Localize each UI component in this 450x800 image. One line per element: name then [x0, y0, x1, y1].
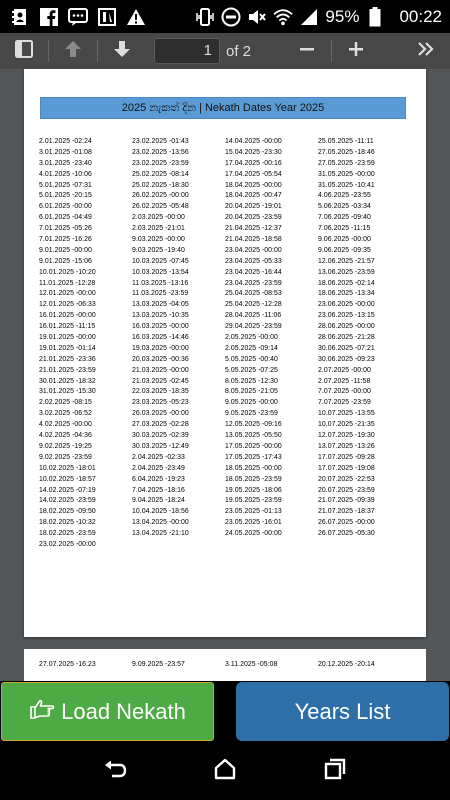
- back-arrow-icon: [103, 759, 127, 784]
- date-entry: 17.05.2025 -17:43: [225, 453, 282, 461]
- load-nekath-label: Load Nekath: [61, 698, 186, 724]
- do-not-disturb-icon: [221, 7, 241, 27]
- date-entry: 2.07.2025 -00:00: [318, 366, 371, 374]
- pdf-viewer[interactable]: [0, 69, 450, 681]
- date-entry: 21.07.2025 -18:37: [318, 508, 375, 516]
- date-entry: 2.04.2025 -02:33: [132, 453, 185, 461]
- date-entry: 2.01.2025 -02:24: [39, 138, 92, 145]
- date-entry: 9.05.2025 -00:00: [225, 399, 278, 407]
- recent-apps-icon: [324, 758, 346, 785]
- date-entry: 23.04.2025 -05:33: [225, 257, 282, 265]
- date-entry: 17.07.2025 -09:28: [318, 453, 375, 461]
- date-entry: 2.03.2025 -21:01: [132, 225, 185, 233]
- date-entry: 12.01.2025 -00:00: [39, 290, 96, 298]
- date-entry: 22.03.2025 -18:35: [132, 388, 189, 396]
- document-title: 2025 නැකත් දින | Nekath Dates Year 2025: [40, 97, 406, 119]
- date-column: [225, 137, 318, 551]
- date-entry: 26.07.2025 -05:30: [318, 530, 375, 538]
- date-entry: 12.01.2025 -06:33: [39, 301, 96, 309]
- app-icon: [97, 7, 117, 27]
- date-entry: 7.07.2025 -00:00: [318, 388, 371, 396]
- toolbar-divider: [331, 40, 332, 62]
- wifi-icon: [273, 7, 293, 27]
- date-entry: 30.03.2025 -12:49: [132, 442, 189, 450]
- page2-first-row: [39, 660, 411, 671]
- date-entry: 12.06.2025 -21:57: [318, 257, 375, 265]
- date-entry: 27.07.2025 -16:23: [39, 661, 96, 668]
- date-entry: 18.04.2025 -00:00: [225, 181, 282, 189]
- date-entry: 21.04.2025 -12:37: [225, 225, 282, 233]
- date-entry: 31.05.2025 -10:41: [318, 181, 375, 189]
- pdf-toolbar: [0, 33, 450, 69]
- date-entry: 9.09.2025 -23:57: [132, 661, 185, 668]
- date-entry: 7.06.2025 -11:15: [318, 225, 371, 233]
- toolbar-divider: [97, 40, 98, 62]
- date-entry: 14.04.2025 -00:00: [225, 138, 282, 145]
- date-entry: 4.02.2025 -04:36: [39, 432, 92, 440]
- date-entry: 5.06.2025 -03:34: [318, 203, 371, 211]
- date-entry: 14.02.2025 -23:59: [39, 497, 96, 505]
- date-entry: 2.04.2025 -23:49: [132, 464, 185, 472]
- date-entry: 21.03.2025 -02:45: [132, 377, 189, 385]
- date-entry: 21.04.2025 -18:58: [225, 236, 282, 244]
- battery-icon: [365, 7, 385, 27]
- date-entry: 4.02.2025 -00:00: [39, 421, 92, 429]
- date-entry: 3.01.2025 -23:40: [39, 159, 92, 167]
- date-entry: 8.05.2025 -12:30: [225, 377, 278, 385]
- home-icon: [214, 758, 236, 785]
- date-entry: 20.03.2025 -00:36: [132, 355, 189, 363]
- date-entry: 21.01.2025 -23:36: [39, 355, 96, 363]
- date-entry: 23.02.2025 -13:56: [132, 148, 189, 156]
- date-entry: 31.05.2025 -00:00: [318, 170, 375, 178]
- page-count: of 2: [226, 42, 252, 60]
- date-entry: 7.01.2025 -05:26: [39, 225, 92, 233]
- date-entry: 20.07.2025 -23:59: [318, 486, 375, 494]
- date-entry: 26.07.2025 -00:00: [318, 519, 375, 527]
- date-entry: 30.06.2025 -09:23: [318, 355, 375, 363]
- arrow-up-icon: [64, 40, 82, 63]
- minus-icon: [299, 41, 315, 62]
- date-entry: 11.03.2025 -13:16: [132, 279, 189, 287]
- date-entry: 4.06.2025 -23:55: [318, 192, 371, 200]
- date-entry: 23.02.2025 -23:59: [132, 159, 189, 167]
- date-entry: 9.01.2025 -15:06: [39, 257, 92, 265]
- status-bar: [0, 0, 450, 33]
- date-entry: 23.05.2025 -16:01: [225, 519, 282, 527]
- date-entry: 10.02.2025 -18:57: [39, 475, 96, 483]
- date-entry: 18.06.2025 -02:14: [318, 279, 375, 287]
- date-entry: 11.03.2025 -23:59: [132, 290, 189, 298]
- date-entry: 31.01.2025 -15:30: [39, 388, 96, 396]
- date-entry: 9.06.2025 -09:35: [318, 246, 371, 254]
- date-entry: 6.01.2025 -04:49: [39, 214, 92, 222]
- years-list-label: Years List: [294, 698, 391, 724]
- date-entry: 18.05.2025 -00:00: [225, 464, 282, 472]
- date-entry: 27.05.2025 -23:59: [318, 159, 375, 167]
- date-entry: 19.01.2025 -01:14: [39, 344, 96, 352]
- date-entry: 23.02.2025 -01:43: [132, 138, 189, 145]
- date-entry: 13.06.2025 -23:59: [318, 268, 375, 276]
- date-entry: 13.03.2025 -04:05: [132, 301, 189, 309]
- date-entry: 23.06.2025 -00:00: [318, 301, 375, 309]
- date-entry: 23.02.2025 -00:00: [39, 540, 96, 548]
- date-entry: 16.03.2025 -00:00: [132, 323, 189, 331]
- date-entry: 10.01.2025 -10:20: [39, 268, 96, 276]
- date-entry: 10.03.2025 -13:54: [132, 268, 189, 276]
- date-column: [39, 137, 132, 551]
- date-entry: 19.05.2025 -23:59: [225, 497, 282, 505]
- double-chevron-right-icon: [417, 41, 435, 62]
- date-entry: 28.06.2025 -00:00: [318, 323, 375, 331]
- date-entry: 15.04.2025 -23:30: [225, 148, 282, 156]
- date-entry: 14.02.2025 -07:19: [39, 486, 96, 494]
- date-entry: 2.05.2025 -00:00: [225, 334, 278, 342]
- date-entry: 18.06.2025 -13:34: [318, 290, 375, 298]
- toolbar-divider: [48, 40, 49, 62]
- signal-icon: [299, 7, 319, 27]
- date-entry: 2.07.2025 -11:58: [318, 377, 371, 385]
- date-entry: 20.07.2025 -22:53: [318, 475, 375, 483]
- date-entry: 18.02.2025 -23:59: [39, 530, 96, 538]
- date-entry: 10.07.2025 -13:55: [318, 410, 375, 418]
- date-entry: 13.03.2025 -10:35: [132, 312, 189, 320]
- sidebar-icon: [15, 40, 33, 63]
- date-entry: 20.12.2025 -20:14: [318, 661, 375, 668]
- date-entry: 25.02.2025 -18:30: [132, 181, 189, 189]
- date-entry: 7.07.2025 -23:59: [318, 399, 371, 407]
- date-entry: 6.04.2025 -19:23: [132, 475, 185, 483]
- arrow-down-icon: [113, 40, 131, 63]
- date-entry: 2.05.2025 -09:14: [225, 344, 278, 352]
- date-entry: 9.01.2025 -00:00: [39, 246, 92, 254]
- date-entry: 24.05.2025 -00:00: [225, 530, 282, 538]
- date-entry: 30.06.2025 -07:21: [318, 344, 375, 352]
- date-entry: 19.01.2025 -00:00: [39, 334, 96, 342]
- navigation-bar: [0, 743, 450, 800]
- date-entry: 25.04.2025 -08:53: [225, 290, 282, 298]
- chat-icon: [68, 7, 88, 27]
- clock: 00:22: [399, 6, 442, 26]
- date-entry: 23.04.2025 -23:59: [225, 279, 282, 287]
- date-entry: 9.03.2025 -00:00: [132, 236, 185, 244]
- date-entry: 30.01.2025 -18:32: [39, 377, 96, 385]
- date-entry: 29.04.2025 -23:59: [225, 323, 282, 331]
- date-entry: 25.05.2025 -11:11: [318, 138, 374, 145]
- date-entry: 10.07.2025 -21:35: [318, 421, 375, 429]
- vibrate-phone-icon: [195, 7, 215, 27]
- date-entry: 5.01.2025 -07:31: [39, 181, 92, 189]
- pdf-page-2: [24, 649, 426, 681]
- date-entry: 18.04.2025 -00:47: [225, 192, 282, 200]
- date-column: [318, 137, 411, 551]
- date-entry: 17.07.2025 -19:08: [318, 464, 375, 472]
- zoom-out-button[interactable]: [287, 33, 327, 69]
- date-entry: 10.04.2025 -18:56: [132, 508, 189, 516]
- date-entry: 2.03.2025 -00:00: [132, 214, 185, 222]
- date-entry: 3.01.2025 -01:08: [39, 148, 92, 156]
- date-entry: 9.06.2025 -00:00: [318, 236, 371, 244]
- date-entry: 17.05.2025 -00:00: [225, 442, 282, 450]
- date-entry: 6.01.2025 -00:00: [39, 203, 92, 211]
- date-entry: 9.02.2025 -23:59: [39, 453, 92, 461]
- back-button[interactable]: [95, 752, 135, 792]
- date-entry: 17.04.2025 -05:54: [225, 170, 282, 178]
- date-entry: 21.01.2025 -23:59: [39, 366, 96, 374]
- date-entry: 19.05.2025 -18:06: [225, 486, 282, 494]
- date-entry: 5.01.2025 -20:15: [39, 192, 92, 200]
- date-entry: 20.04.2025 -23:59: [225, 214, 282, 222]
- date-entry: 26.02.2025 -00:00: [132, 192, 189, 200]
- date-entry: 10.03.2025 -07:45: [132, 257, 189, 265]
- pdf-page-1: [24, 69, 426, 637]
- date-entry: 20.04.2025 -19:01: [225, 203, 282, 211]
- warning-icon: [126, 7, 146, 27]
- date-entry: 16.03.2025 -14:46: [132, 334, 189, 342]
- date-entry: 5.05.2025 -07:25: [225, 366, 278, 374]
- facebook-icon: [39, 7, 59, 27]
- action-bar: [0, 681, 450, 743]
- date-entry: 11.01.2025 -12:28: [39, 279, 96, 287]
- date-entry: 9.02.2025 -19:25: [39, 442, 92, 450]
- date-entry: 21.07.2025 -09:39: [318, 497, 375, 505]
- zoom-in-button[interactable]: [336, 33, 376, 69]
- date-entry: 27.05.2025 -18:46: [318, 148, 375, 156]
- date-entry: 19.03.2025 -00:00: [132, 344, 189, 352]
- date-entry: 2.02.2025 -08:15: [39, 399, 92, 407]
- hand-pointer-icon: [29, 698, 55, 726]
- date-entry: 21.03.2025 -00:00: [132, 366, 189, 374]
- date-entry: 13.04.2025 -00:00: [132, 519, 189, 527]
- date-entry: 27.03.2025 -02:28: [132, 421, 189, 429]
- date-entry: 12.07.2025 -19:30: [318, 432, 375, 440]
- date-entry: 13.07.2025 -13:26: [318, 442, 375, 450]
- date-entry: 28.04.2025 -11:06: [225, 312, 282, 320]
- date-entry: 18.02.2025 -09:50: [39, 508, 96, 516]
- date-entry: 23.05.2025 -01:13: [225, 508, 282, 516]
- date-entry: 13.05.2025 -05:50: [225, 432, 282, 440]
- dates-table: [39, 137, 411, 551]
- date-entry: 12.05.2025 -09:16: [225, 421, 282, 429]
- date-entry: 9.05.2025 -23:59: [225, 410, 278, 418]
- date-entry: 7.06.2025 -09:40: [318, 214, 371, 222]
- date-entry: 26.03.2025 -00:00: [132, 410, 189, 418]
- date-entry: 25.04.2025 -12:28: [225, 301, 282, 309]
- date-entry: 23.03.2025 -05:23: [132, 399, 189, 407]
- date-entry: 30.03.2025 -02:39: [132, 432, 189, 440]
- date-entry: 23.04.2025 -16:44: [225, 268, 282, 276]
- date-column: [132, 137, 225, 551]
- date-entry: 8.05.2025 -21:05: [225, 388, 278, 396]
- date-entry: 16.01.2025 -00:00: [39, 312, 96, 320]
- date-entry: 17.04.2025 -00:16: [225, 159, 282, 167]
- date-entry: 28.06.2025 -21:28: [318, 334, 375, 342]
- recent-apps-button[interactable]: [315, 752, 355, 792]
- next-page-button[interactable]: [102, 33, 142, 69]
- date-entry: 3.02.2025 -06:52: [39, 410, 92, 418]
- sidebar-toggle-button[interactable]: [4, 33, 44, 69]
- date-entry: 16.01.2025 -11:15: [39, 323, 96, 331]
- previous-page-button[interactable]: [53, 33, 93, 69]
- date-entry: 18.05.2025 -23:59: [225, 475, 282, 483]
- date-entry: 23.04.2025 -00:00: [225, 246, 282, 254]
- date-entry: 13.04.2025 -21:10: [132, 530, 189, 538]
- date-entry: 25.02.2025 -08:14: [132, 170, 189, 178]
- date-entry: 9.03.2025 -19:40: [132, 246, 185, 254]
- date-entry: 5.05.2025 -00:40: [225, 355, 278, 363]
- home-button[interactable]: [205, 752, 245, 792]
- date-entry: 10.02.2025 -18:01: [39, 464, 96, 472]
- contacts-icon: [10, 7, 30, 27]
- plus-icon: [348, 41, 364, 62]
- date-entry: 4.01.2025 -10:06: [39, 170, 92, 178]
- date-entry: 7.01.2025 -16:26: [39, 236, 92, 244]
- date-entry: 18.02.2025 -10:32: [39, 519, 96, 527]
- years-list-button[interactable]: [236, 682, 449, 741]
- date-entry: 7.04.2025 -18:16: [132, 486, 185, 494]
- load-nekath-button[interactable]: [1, 682, 214, 741]
- date-entry: 26.02.2025 -05:48: [132, 203, 189, 211]
- date-entry: 9.04.2025 -18:24: [132, 497, 185, 505]
- date-entry: 3.11.2025 -05:08: [225, 661, 278, 668]
- mute-icon: [247, 7, 267, 27]
- battery-percent: 95%: [325, 6, 360, 26]
- date-entry: 23.06.2025 -13:15: [318, 312, 375, 320]
- more-tools-button[interactable]: [406, 33, 446, 69]
- page-number-input[interactable]: 1: [154, 38, 220, 64]
